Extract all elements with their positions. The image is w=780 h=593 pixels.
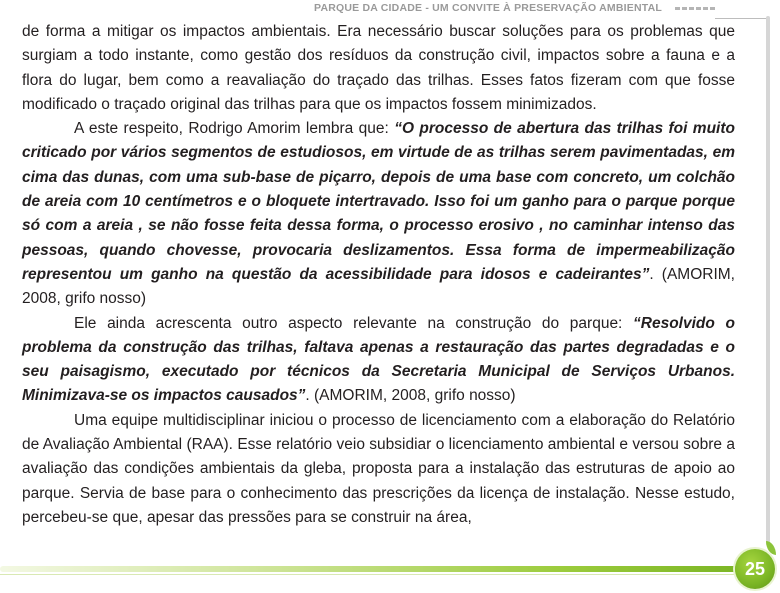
header-title: PARQUE DA CIDADE - UM CONVITE À PRESERVAÇÃO AMBIENTAL: [314, 2, 662, 14]
paragraph-2-intro: A este respeito, Rodrigo Amorim lembra que:: [74, 120, 395, 138]
running-header: [0, 2, 780, 16]
amorim-quote-1: “O processo de abertura das trilhas foi muito criticado por vários segmentos de estudiosos, em virtude de as trilhas serem pavimentadas, em cima das dunas, com uma sub-base de piçarro, depois de uma base com concreto, um colchão de areia com 10 centímetros e o bloquete intertravado. Isso foi um ganho para o parque porque só com a areia , se não fosse feita dessa forma, o processo erosivo , no caminhar intenso das pessoas, quando chovesse, provocaria deslizamentos. Essa forma de impermeabilização representou um ganho na questão da acessibilidade para idosos e cadeirantes”: [22, 120, 735, 283]
page-body: [22, 20, 735, 530]
page-number-badge: 25: [735, 549, 775, 589]
paragraph-3: [22, 312, 735, 409]
header-dash-ornament: [675, 7, 715, 10]
footer-green-bar: [0, 566, 745, 572]
citation-2: . (AMORIM, 2008, grifo nosso): [305, 387, 516, 405]
paragraph-3-intro: Ele ainda acrescenta outro aspecto relevante na construção do parque:: [74, 314, 634, 332]
paragraph-2: [22, 117, 735, 311]
header-rule: [715, 18, 767, 19]
right-margin-rule: [766, 16, 770, 546]
citation-1: . (AMORIM, 2008, grifo nosso): [22, 265, 735, 308]
amorim-quote-2: “Resolvido o problema da construção das trilhas, faltava apenas a restauração das partes degradadas e o seu paisagismo, executado por técnicos da Secretaria Municipal de Serviços Urbanos. Minimizava-se os impactos causados”: [22, 314, 735, 405]
paragraph-4: Uma equipe multidisciplinar iniciou o processo de licenciamento com a elaboração do Relatório de Avaliação Ambiental (RAA). Esse relatório veio subsidiar o licenciamento ambiental e versou sobre a avaliação das condições ambientais da gleba, proposta para a instalação das estruturas de apoio ao parque. Servia de base para o conhecimento das prescrições da licença de instalação. Nesse estudo, percebeu-se que, apesar das pressões para se construir na área,: [22, 411, 735, 526]
paragraph-1: de forma a mitigar os impactos ambientais. Era necessário buscar soluções para os problemas que surgiam a todo instante, como gestão dos resíduos da construção civil, impactos sobre a fauna e a flora do lugar, bem como a reavaliação do traçado das trilhas. Esses fatos fizeram com que fosse modificado o traçado original das trilhas para que os impactos fossem minimizados.: [22, 23, 735, 113]
footer-rule: [0, 574, 745, 575]
